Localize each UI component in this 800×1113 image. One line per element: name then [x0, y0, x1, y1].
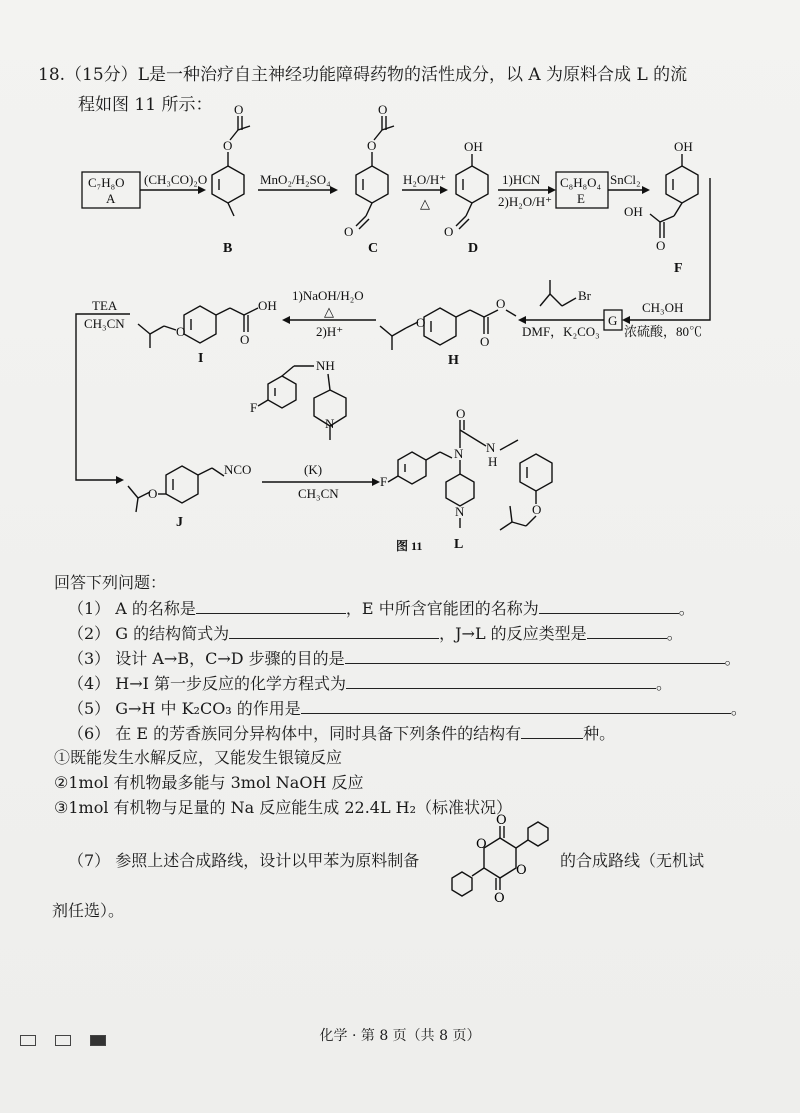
q1-text-b: ，E 中所含官能团的名称为	[345, 599, 539, 618]
arrowhead-F-G	[622, 316, 630, 324]
label-I: I	[198, 351, 204, 366]
q7-ring-O-right: O	[516, 863, 527, 878]
q7-ring-O-left: O	[476, 837, 487, 852]
reagent-H-I-1: 1)NaOH/H₂O	[292, 288, 364, 303]
arrowhead-E-F	[642, 186, 650, 194]
reagent-J-L: CH₃CN	[298, 486, 339, 501]
reagent-F-G-2: 浓硫酸，80℃	[624, 324, 703, 339]
reagent-C-D-bottom: △	[420, 196, 430, 211]
B-carbonyl-O: O	[234, 102, 244, 117]
q2-text-b: ，J→L 的反应类型是	[439, 624, 587, 643]
reagent-C-D-top: H₂O/H⁺	[403, 172, 447, 187]
q4-row	[68, 670, 768, 695]
I-ether-O: O	[176, 324, 186, 339]
molecule-L	[388, 420, 552, 530]
q6-text-a: （6） 在 E 的芳香族同分异构体中，同时具备下列条件的结构有	[68, 724, 522, 743]
reagent-F-G-1: CH₃OH	[642, 300, 684, 315]
L-NH-H: H	[488, 454, 498, 469]
arrow-F-G	[630, 178, 710, 320]
arrowhead-C-D	[440, 186, 448, 194]
molecule-C	[356, 116, 394, 229]
stem-line-2: 程如图 11 所示：	[78, 95, 213, 115]
q2-row	[68, 620, 768, 645]
I-carbonyl-O: O	[240, 332, 250, 347]
label-L: L	[454, 537, 464, 552]
q7-text-c: 剂任选）。	[52, 901, 125, 920]
q2-answer-blank-1[interactable]	[229, 620, 439, 639]
arrowhead-H-I	[282, 316, 290, 324]
reagent-B-C: MnO₂/H₂SO₄	[260, 172, 331, 187]
C-ester-O: O	[367, 138, 377, 153]
L-urea-O: O	[456, 406, 466, 421]
B-ester-O: O	[223, 138, 233, 153]
F-OH-phenol: OH	[674, 139, 693, 154]
arrowhead-J-L	[372, 478, 380, 486]
C-carbonyl-O: O	[378, 102, 388, 117]
molecule-D	[456, 154, 488, 229]
condition-2: ②1mol 有机物最多能与 3mol NaOH 反应	[54, 773, 364, 792]
q4-answer-blank[interactable]	[346, 670, 656, 689]
questions-intro: 回答下列问题：	[54, 573, 167, 592]
q1-row	[68, 595, 768, 620]
arrowhead-G-H	[518, 316, 526, 324]
q3-answer-blank[interactable]	[345, 645, 725, 664]
arrowhead-B-C	[330, 186, 338, 194]
molecule-F	[650, 154, 698, 238]
L-ether-O: O	[532, 502, 542, 517]
molecule-J	[128, 466, 224, 512]
H-ether-O: O	[416, 315, 426, 330]
L-NH-N: N	[486, 440, 496, 455]
stem-line-1: L是一种治疗自主神经功能障碍药物的活性成分，以 A 为原料合成 L 的流	[137, 65, 688, 85]
arrowhead-A-B	[198, 186, 206, 194]
q4-text-a: （4） H→I 第一步反应的化学方程式为	[68, 674, 347, 693]
q3-end: 。	[724, 649, 741, 668]
isobutyl-bromide	[540, 280, 576, 306]
label-C: C	[368, 241, 379, 256]
L-ring-N: N	[455, 504, 465, 519]
q6-row	[68, 720, 768, 745]
condition-3: ③1mol 有机物与足量的 Na 反应能生成 22.4L H₂（标准状况）	[54, 798, 513, 817]
reagent-H-I-3: 2)H⁺	[316, 324, 344, 339]
reagent-G-H-1: DMF，K₂CO₃	[522, 324, 600, 339]
q7-carbonyl-O-bottom: O	[494, 891, 505, 906]
q3-text-a: （3） 设计 A→B，C→D 步骤的目的是	[68, 649, 345, 668]
question-number: 18.	[38, 65, 66, 85]
q5-end: 。	[730, 699, 747, 718]
K-F: F	[250, 400, 258, 415]
q7-block	[52, 848, 768, 920]
F-carbonyl-O: O	[656, 238, 666, 253]
L-amide-N: N	[454, 446, 464, 461]
J-ether-O: O	[148, 486, 158, 501]
q5-answer-blank[interactable]	[301, 695, 731, 714]
question-points: （15分）	[65, 65, 138, 85]
q4-end: 。	[656, 674, 673, 693]
q7-target-molecule	[440, 812, 560, 912]
L-F: F	[380, 474, 388, 489]
question-stem	[38, 60, 758, 120]
reagent-D-E-2: 2)H₂O/H⁺	[498, 194, 552, 209]
q7-text-a: （7） 参照上述合成路线，设计以甲苯为原料制备	[68, 851, 420, 870]
K-ring-N: N	[325, 416, 335, 431]
A-formula: C₇H₈O	[88, 175, 125, 190]
arrowhead-I-J	[116, 476, 124, 484]
q6-answer-blank[interactable]	[521, 720, 583, 739]
D-aldehyde-O: O	[444, 224, 454, 239]
E-formula: C₈H₈O₄	[560, 175, 602, 190]
label-F: F	[674, 261, 683, 276]
H-ester-O: O	[496, 296, 506, 311]
q6-end: 种。	[583, 724, 616, 743]
molecule-H	[380, 308, 516, 350]
q7-text-b: 的合成路线（无机试	[560, 851, 705, 870]
page-footer: 化学 · 第 8 页（共 8 页）	[319, 1028, 481, 1044]
reagent-A-B: (CH₃CO)₂O	[144, 172, 208, 187]
q7-carbonyl-O-top: O	[496, 813, 507, 828]
q3-row	[68, 645, 768, 670]
q1-end: 。	[678, 599, 695, 618]
A-label: A	[106, 191, 116, 206]
q5-text-a: （5） G→H 中 K₂CO₃ 的作用是	[68, 699, 301, 718]
label-B: B	[223, 241, 233, 256]
reagent-I-J-1: TEA	[92, 298, 118, 313]
q5-row	[68, 695, 768, 720]
K-NH: NH	[316, 358, 335, 373]
condition-1: ①既能发生水解反应，又能发生银镜反应	[54, 748, 343, 767]
Br-atom: Br	[578, 288, 591, 303]
J-NCO: NCO	[224, 462, 252, 477]
q1-answer-blank-1[interactable]	[196, 595, 346, 614]
question-list	[54, 570, 768, 820]
E-label: E	[577, 191, 585, 206]
G-label: G	[608, 313, 618, 328]
q2-text-a: （2） G 的结构简式为	[68, 624, 230, 643]
label-K: (K)	[304, 462, 323, 477]
q2-end: 。	[666, 624, 683, 643]
label-D: D	[468, 241, 479, 256]
label-H: H	[448, 353, 459, 368]
C-aldehyde-O: O	[344, 224, 354, 239]
arrow-I-J	[76, 314, 130, 480]
figure-caption: 图 11	[396, 539, 423, 553]
F-OH-acid: OH	[624, 204, 643, 219]
q2-answer-blank-2[interactable]	[587, 620, 667, 639]
reagent-E-F: SnCl₂	[610, 172, 641, 187]
D-OH: OH	[464, 139, 483, 154]
reagent-D-E-1: 1)HCN	[502, 172, 541, 187]
reagent-H-I-2: △	[324, 304, 334, 319]
label-J: J	[176, 515, 183, 530]
q1-text-a: （1） A 的名称是	[68, 599, 196, 618]
H-carbonyl-O: O	[480, 334, 490, 349]
q1-answer-blank-2[interactable]	[539, 595, 679, 614]
I-OH: OH	[258, 298, 277, 313]
arrowhead-D-E	[548, 186, 556, 194]
reagent-I-J-2: CH₃CN	[84, 316, 125, 331]
